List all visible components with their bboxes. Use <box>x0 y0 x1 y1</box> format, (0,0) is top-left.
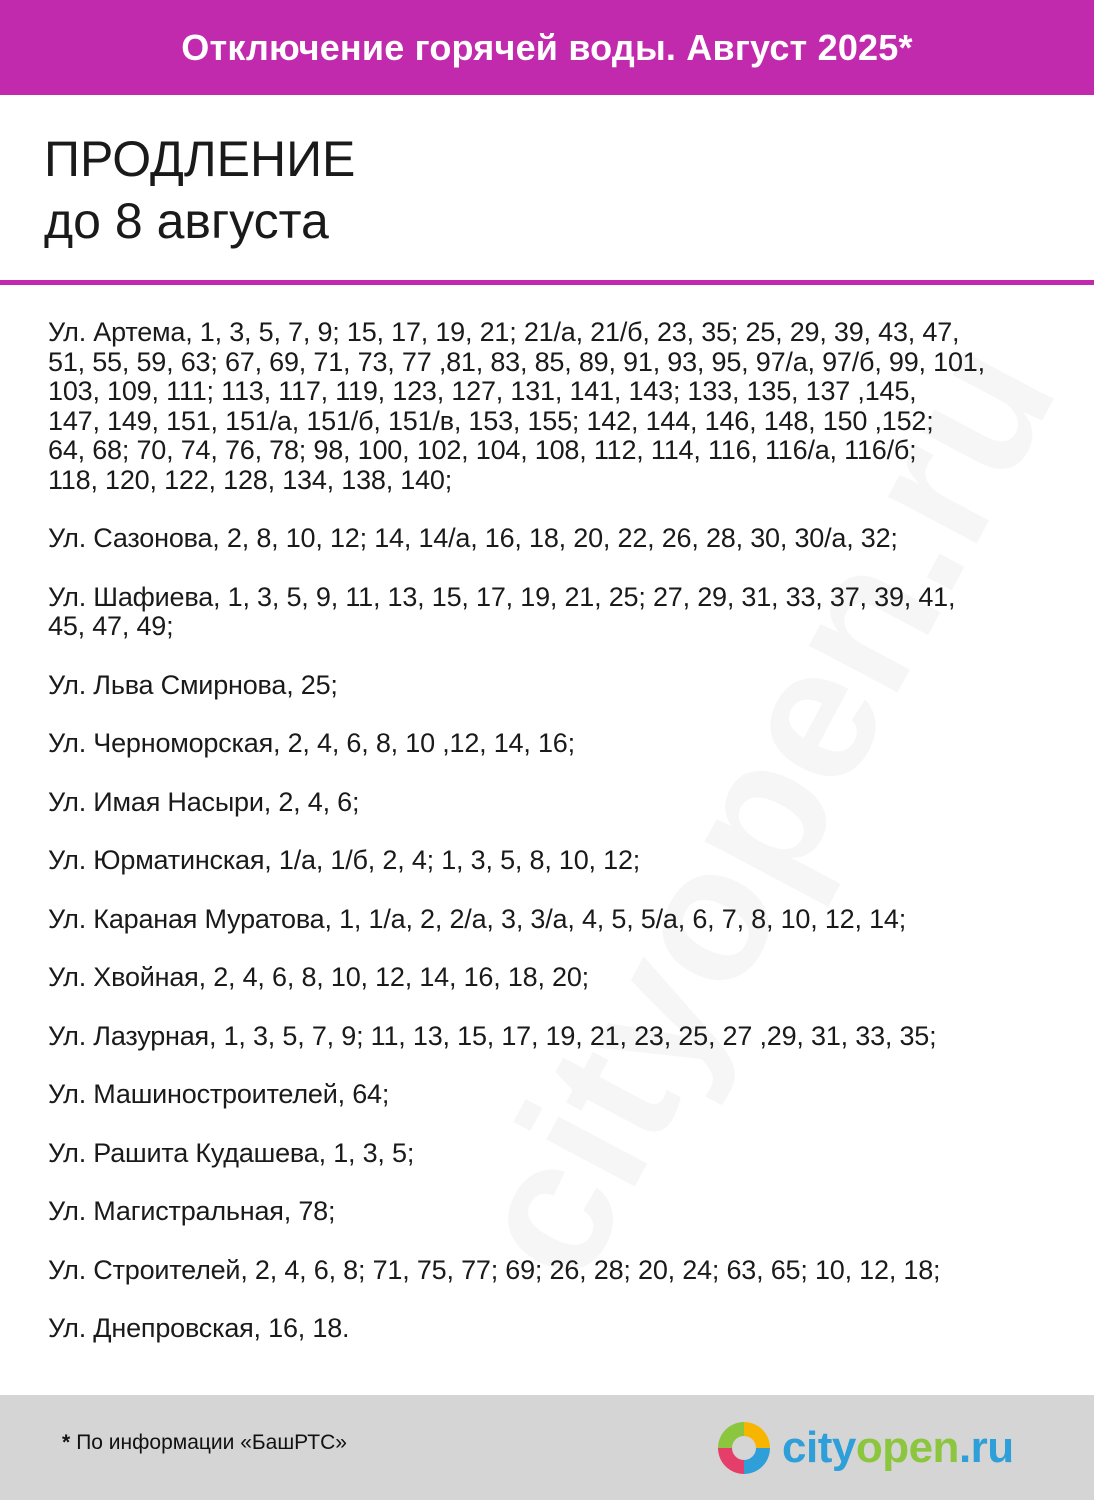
street-item: Ул. Магистральная, 78; <box>48 1196 336 1226</box>
street-list <box>48 318 1088 1373</box>
brand-swirl-icon <box>714 1418 774 1478</box>
street-item: Ул. Сазонова, 2, 8, 10, 12; 14, 14/а, 16, 18, 20, 22, 26, 28, 30, 30/а, 32; <box>48 523 898 553</box>
street-item: Ул. Хвойная, 2, 4, 6, 8, 10, 12, 14, 16, 18, 20; <box>48 962 589 992</box>
headline-title: ПРОДЛЕНИЕ <box>44 131 356 187</box>
header-title: Отключение горячей воды. Август 2025* <box>181 26 913 68</box>
street-item: Ул. Рашита Кудашева, 1, 3, 5; <box>48 1137 415 1168</box>
source-footnote <box>62 1431 347 1455</box>
brand-logo[interactable] <box>714 1413 1014 1483</box>
footer <box>0 1395 1094 1500</box>
street-item: Ул. Машиностроителей, 64; <box>48 1079 390 1109</box>
street-item: Ул. Черноморская, 2, 4, 6, 8, 10 ,12, 14, 16; <box>48 728 575 758</box>
footnote-text: По информации «БашРТС» <box>76 1431 347 1454</box>
street-item: Ул. Караная Муратова, 1, 1/а, 2, 2/а, 3, 3/а, 4, 5, 5/а, 6, 7, 8, 10, 12, 14; <box>48 903 907 934</box>
street-item: Ул. Имая Насыри, 2, 4, 6; <box>48 786 360 817</box>
headline-subtitle: до 8 августа <box>44 193 329 249</box>
street-item: Ул. Строителей, 2, 4, 6, 8; 71, 75, 77; 69; 26, 28; 20, 24; 63, 65; 10, 12, 18; <box>48 1254 941 1285</box>
street-item: Ул. Юрматинская, 1/а, 1/б, 2, 4; 1, 3, 5, 8, 10, 12; <box>48 845 641 875</box>
header-bar <box>0 0 1094 95</box>
brand-name: cityopen.ru <box>782 1423 1014 1472</box>
street-item: Ул. Шафиева, 1, 3, 5, 9, 11, 13, 15, 17, 19, 21, 25; 27, 29, 31, 33, 37, 39, 41, 45, 47, 49; <box>48 581 956 641</box>
footnote-star: * <box>62 1431 71 1454</box>
street-item: Ул. Артема, 1, 3, 5, 7, 9; 15, 17, 19, 21; 21/а, 21/б, 23, 35; 25, 29, 39, 43, 47, 51, 55, 59, 63; 67, 69, 71, 73, 77 ,81, 83, 85, 89, 91, 93, 95, 97/а, 97/б, 99, 101, 103, 109, 111; 113, 117, 119, 123, 127, 131, 141, 143; 133, 135, 137 ,145, 147, 149, 151, 151/а, 151/б, 151/в, 153, 155; 142, 144, 146, 148, 150 ,152; 64, 68; 70, 74, 76, 78; 98, 100, 102, 104, 108, 112, 114, 116, 116/а, 116/б; 118, 120, 122, 128, 134, 138, 140; <box>48 317 985 495</box>
street-item: Ул. Льва Смирнова, 25; <box>48 669 338 700</box>
headline <box>44 128 355 252</box>
divider <box>0 280 1094 285</box>
street-item: Ул. Лазурная, 1, 3, 5, 7, 9; 11, 13, 15, 17, 19, 21, 23, 25, 27 ,29, 31, 33, 35; <box>48 1020 937 1051</box>
street-item: Ул. Днепровская, 16, 18. <box>48 1313 350 1343</box>
